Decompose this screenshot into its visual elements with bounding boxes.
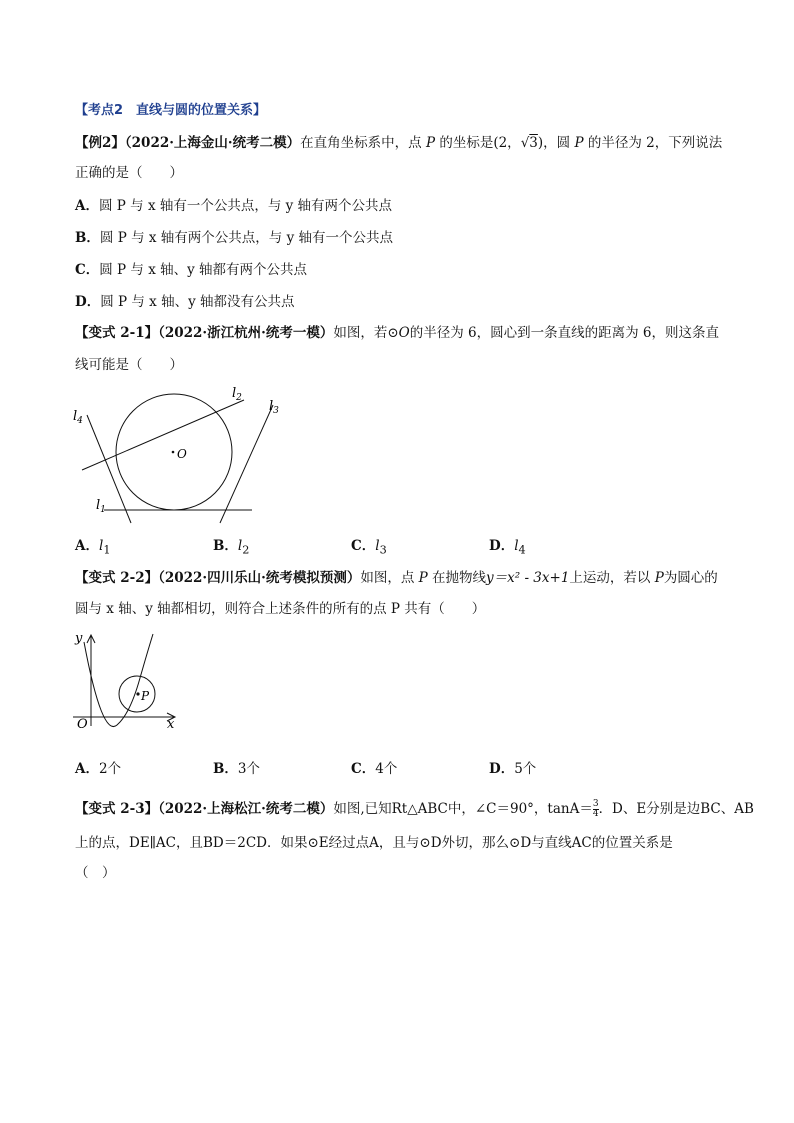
variant22-option-c: C．4个 [351, 761, 398, 777]
example2-line1: 【例2】（2022·上海金山·统考二模）在直角坐标系中，点 P 的坐标是(2，√3)，圆 P 的半径为 2，下列说法 [75, 135, 723, 151]
circle-lines-figure [70, 380, 280, 530]
example2-option-b: B．圆 P 与 x 轴有两个公共点，与 y 轴有一个公共点 [75, 230, 393, 246]
variant23-line2: 上的点，DE∥AC，且BD＝2CD．如果⊙E经过点A，且与⊙D外切，那么⊙D与直线AC的位置关系是 [75, 835, 673, 851]
example2-source: （2022·上海金山·统考二模） [124, 135, 301, 151]
parabola-curve [84, 634, 153, 727]
variant21-source: （2022·浙江杭州·统考一模） [158, 325, 334, 341]
variant23-tag: 【变式 2-3】 [75, 801, 159, 817]
section-title: 【考点2 直线与圆的位置关系】 [75, 103, 267, 118]
variant23-line3: （ ） [75, 865, 116, 881]
variant21-line1: 【变式 2-1】（2022·浙江杭州·统考一模）如图，若⊙O的半径为 6，圆心到一条直线的距离为 6，则这条直 [75, 325, 719, 341]
example2-option-d: D．圆 P 与 x 轴、y 轴都没有公共点 [75, 294, 295, 310]
variant23-line1: 【变式 2-3】（2022·上海松江·统考二模）如图,已知Rt△ABC中，∠C＝90°，tanA＝ $\frac{3}{4}$ ．D、E分别是边BC、AB [75, 799, 754, 819]
variant22-tag: 【变式 2-2】 [75, 570, 159, 586]
variant21-option-d: D．$l_4$ [489, 538, 526, 557]
label-l3: $l_3$ [269, 399, 279, 416]
variant23-source: （2022·上海松江·统考二模） [158, 801, 334, 817]
variant22-line2: 圆与 x 轴、y 轴都相切，则符合上述条件的所有的点 P 共有（ ） [75, 601, 486, 617]
example2-line2: 正确的是（ ） [75, 165, 183, 181]
variant21-option-a: A．$l_1$ [75, 538, 111, 557]
variant21-option-b: B．$l_2$ [213, 538, 250, 557]
x-label: x [167, 717, 175, 732]
point-p [136, 692, 139, 695]
variant22-option-d: D．5个 [489, 761, 537, 777]
origin-label: O [77, 717, 88, 732]
tan-fraction: $\frac{3}{4}$ [592, 799, 599, 819]
y-label: y [75, 631, 83, 646]
variant22-line1: 【变式 2-2】（2022·四川乐山·统考模拟预测）如图，点 P 在抛物线y＝x² - 3x+1上运动，若以 P为圆心的 [75, 570, 718, 586]
p-label: P [141, 689, 150, 703]
variant21-line2: 线可能是（ ） [75, 357, 183, 373]
example2-option-a: A．圆 P 与 x 轴有一个公共点，与 y 轴有两个公共点 [75, 198, 393, 214]
parabola-equation: y＝x² - 3x+1 [486, 570, 570, 586]
line-l4 [87, 415, 131, 523]
center-point [172, 451, 175, 454]
sqrt-symbol: √ [520, 135, 530, 151]
label-l4: $l_4$ [73, 409, 83, 426]
example2-tag: 【例2】 [75, 135, 125, 151]
parabola-figure [70, 628, 185, 733]
line-l3 [220, 405, 273, 523]
variant21-option-c: C．$l_3$ [351, 538, 387, 557]
center-label: O [177, 447, 187, 461]
variant22-source: （2022·四川乐山·统考模拟预测） [158, 570, 361, 586]
line-l2 [82, 400, 244, 470]
variant22-options [75, 759, 627, 779]
variant21-options [75, 536, 627, 561]
variant21-tag: 【变式 2-1】 [75, 325, 159, 341]
variant22-option-b: B．3个 [213, 761, 261, 777]
variant22-option-a: A．2个 [75, 761, 122, 777]
example2-option-c: C．圆 P 与 x 轴、y 轴都有两个公共点 [75, 262, 308, 278]
label-l1: $l_1$ [96, 498, 106, 515]
label-l2: $l_2$ [232, 386, 242, 403]
